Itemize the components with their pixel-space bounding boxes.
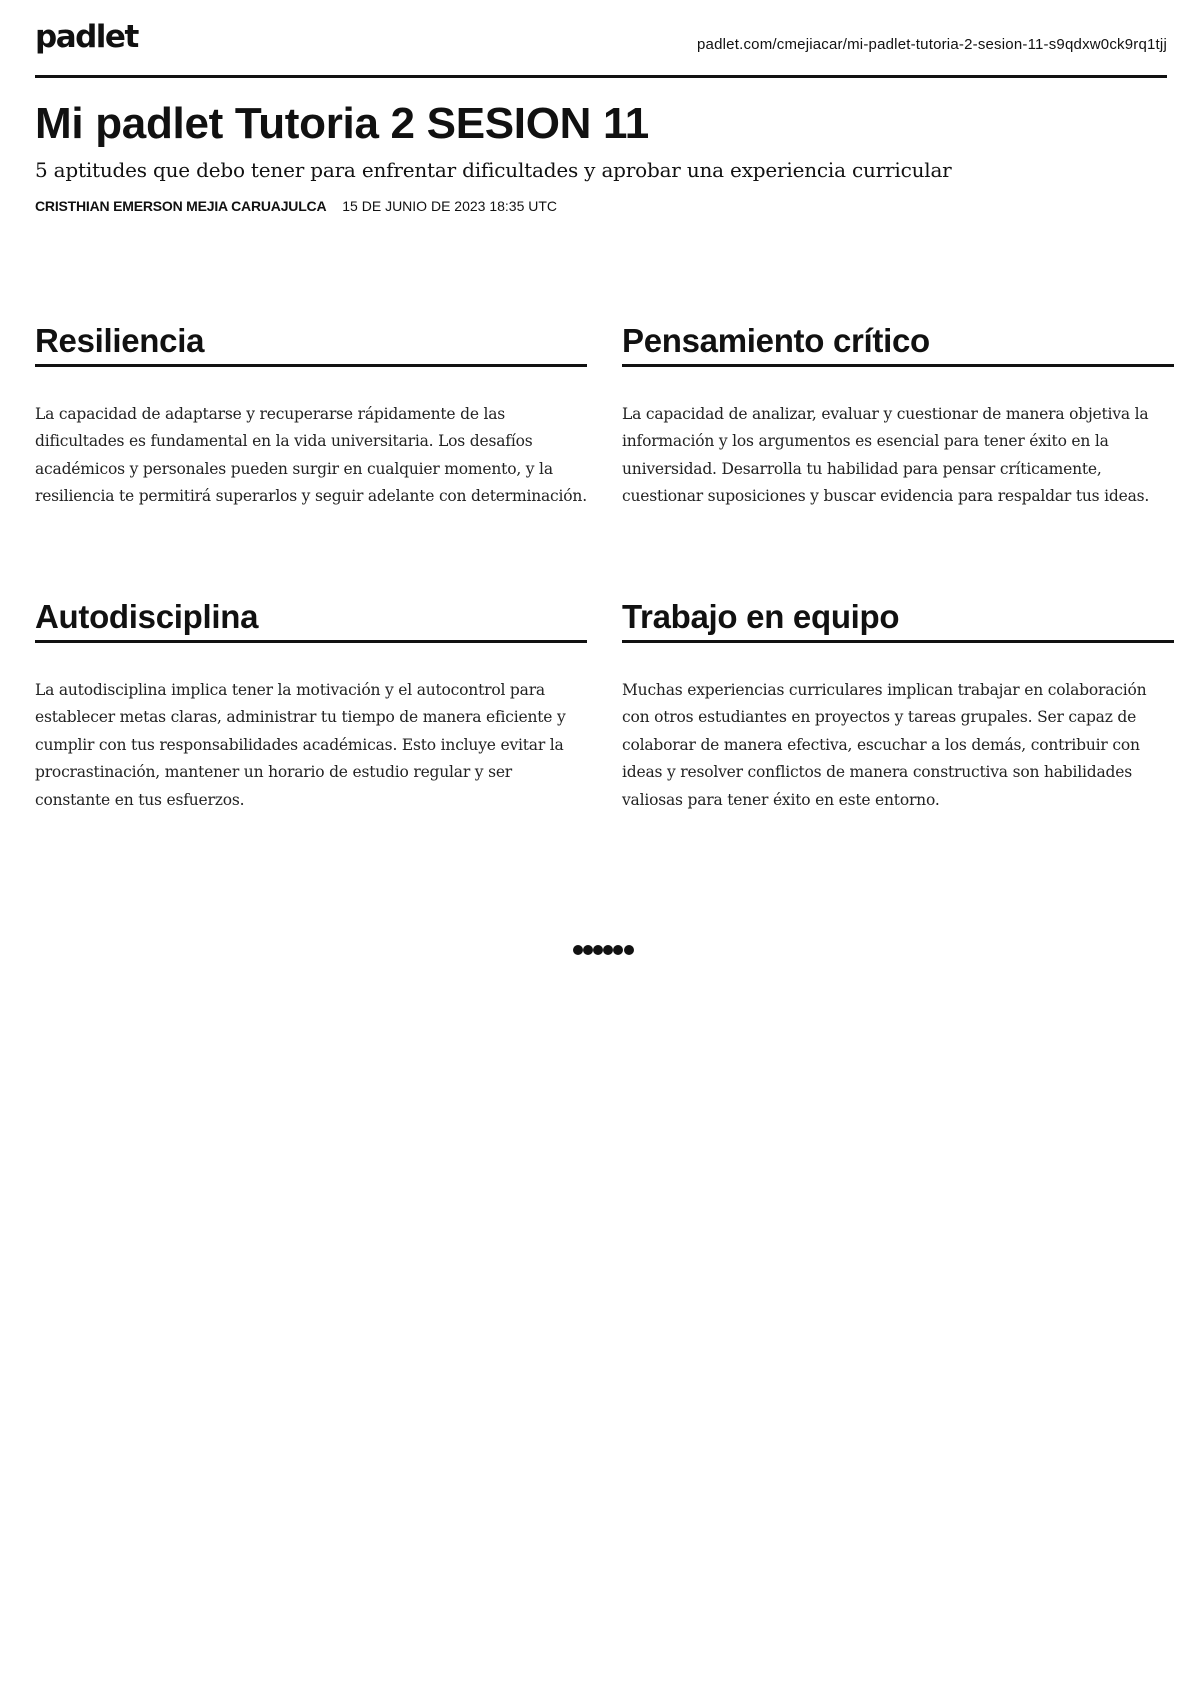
padlet-page <box>35 0 1167 215</box>
post-date: 15 DE JUNIO DE 2023 18:35 UTC <box>342 198 558 215</box>
post-body: La capacidad de analizar, evaluar y cuestionar de manera objetiva la información y los argumentos es esencial para tener éxito en la universidad. Desarrolla tu habilidad para pensar críticamente, cuestionar suposiciones y buscar evidencia para respaldar tus ideas. <box>622 404 1150 506</box>
author-name: CRISTHIAN EMERSON MEJIA CARUAJULCA <box>35 198 327 215</box>
board-url[interactable]: padlet.com/cmejiacar/mi-padlet-tutoria-2-sesion-11-s9qdxw0ck9rq1tjj <box>697 36 1167 53</box>
post-title: Autodisciplina <box>35 598 587 643</box>
post-title: Trabajo en equipo <box>622 598 1174 643</box>
post-card <box>622 322 1174 511</box>
post-card <box>622 598 1174 814</box>
dots-icon <box>572 944 636 956</box>
post-card <box>35 598 587 814</box>
board-title: Mi padlet Tutoria 2 SESION 11 <box>35 99 649 148</box>
post-title: Pensamiento crítico <box>622 322 1174 367</box>
post-body: La capacidad de adaptarse y recuperarse rápidamente de las dificultades es fundamental en la vida universitaria. Los desafíos académicos y personales pueden surgir en cualquier momento, y la resiliencia te permitirá superarlos y seguir adelante con determinación. <box>35 404 587 506</box>
board-meta <box>35 198 1167 215</box>
padlet-logo[interactable]: padlet <box>35 19 138 55</box>
post-body: La autodisciplina implica tener la motivación y el autocontrol para establecer metas claras, administrar tu tiempo de manera eficiente y cumplir con tus responsabilidades académicas. Esto incluye evitar la procrastinación, mantener un horario de estudio regular y ser constante en tus esfuerzos. <box>35 680 566 809</box>
top-bar <box>35 0 1167 78</box>
board-subtitle: 5 aptitudes que debo tener para enfrentar dificultades y aprobar una experiencia curricular <box>35 158 952 183</box>
post-card <box>35 322 587 511</box>
post-title: Resiliencia <box>35 322 587 367</box>
post-body: Muchas experiencias curriculares implican trabajar en colaboración con otros estudiantes en proyectos y tareas grupales. Ser capaz de colaborar de manera efectiva, escuchar a los demás, contribuir con ideas y resolver conflictos de manera constructiva son habilidades valiosas para tener éxito en este entorno. <box>622 680 1147 809</box>
